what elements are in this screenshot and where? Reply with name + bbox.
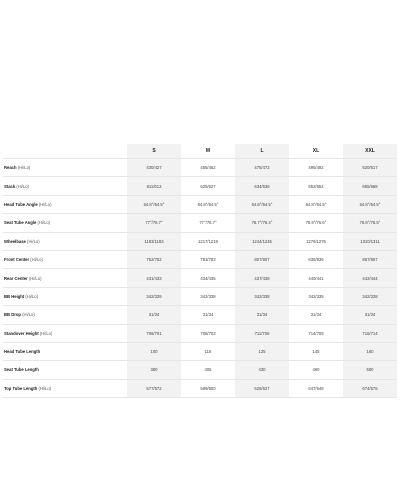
value-cell: 64.8°/64.5° (235, 195, 289, 213)
value-cell: 1276/1276 (289, 232, 343, 250)
value-cell: 160 (343, 342, 397, 360)
row-label-text: Seat Tube Length (4, 367, 39, 373)
value-cell: 1217/1219 (181, 232, 235, 250)
row-label-text: Wheelbase (4, 238, 26, 244)
value-cell: 665/668 (343, 177, 397, 195)
row-label (3, 379, 127, 397)
value-cell: 611/613 (127, 177, 181, 195)
table-row (3, 250, 397, 268)
value-cell: 76.9°/76.6° (289, 214, 343, 232)
row-label-text: Stack (4, 183, 16, 189)
row-label (3, 269, 127, 287)
row-label (3, 195, 127, 213)
value-cell: 1244/1245 (235, 232, 289, 250)
header-label-cell (3, 144, 127, 159)
value-cell: 626/627 (235, 379, 289, 397)
value-cell: 31/34 (235, 306, 289, 324)
value-cell: 76.8°/76.5° (343, 214, 397, 232)
row-label-suffix: (Hi/Lo) (37, 385, 52, 391)
value-cell: 520/517 (343, 159, 397, 177)
value-cell: 431/433 (127, 269, 181, 287)
value-cell: 500 (343, 361, 397, 379)
size-header-m: M (181, 144, 235, 159)
value-cell: 64.8°/64.5° (343, 195, 397, 213)
value-cell: 342/338 (289, 287, 343, 305)
value-cell: 440/441 (289, 269, 343, 287)
row-label-text: BB Drop (4, 312, 21, 318)
value-cell: 807/807 (235, 250, 289, 268)
row-label (3, 342, 127, 360)
value-cell: 652/654 (289, 177, 343, 195)
value-cell: 836/836 (289, 250, 343, 268)
row-label (3, 306, 127, 324)
value-cell: 31/34 (343, 306, 397, 324)
value-cell: 342/338 (343, 287, 397, 305)
size-header-s: S (127, 144, 181, 159)
row-label-text: Head Tube Angle (4, 201, 38, 207)
row-label-suffix: (Hi/Lo) (37, 201, 52, 207)
row-label-text: Reach (4, 165, 17, 171)
row-label (3, 159, 127, 177)
row-label-suffix: (Hi/Lo) (36, 220, 51, 226)
value-cell: 31/34 (181, 306, 235, 324)
value-cell: 783/783 (181, 250, 235, 268)
row-label-suffix: (Hi/Lo) (16, 165, 31, 171)
value-cell: 711/706 (235, 324, 289, 342)
value-cell: 115 (181, 342, 235, 360)
value-cell: 460 (289, 361, 343, 379)
row-label (3, 214, 127, 232)
row-label-text: Rear Center (4, 275, 28, 281)
value-cell: 77°/76.7° (181, 214, 235, 232)
value-cell: 674/675 (343, 379, 397, 397)
value-cell: 577/572 (127, 379, 181, 397)
table-row (3, 379, 397, 397)
value-cell: 752/752 (127, 250, 181, 268)
row-label-suffix: (Hi/Lo) (25, 238, 40, 244)
row-label-suffix: (Hi/Lo) (29, 257, 43, 263)
value-cell: 867/867 (343, 250, 397, 268)
table-row (3, 361, 397, 379)
value-cell: 64.8°/64.5° (127, 195, 181, 213)
value-cell: 380 (127, 361, 181, 379)
row-label-text: Front Center (4, 257, 30, 263)
row-label-text: BB Height (4, 293, 25, 299)
row-label-suffix: (Hi/Lo) (20, 312, 35, 318)
row-label-text: Seat Tube Angle (4, 220, 37, 226)
table-row (3, 177, 397, 195)
table-row (3, 324, 397, 342)
value-cell: 455/452 (181, 159, 235, 177)
value-cell: 647/648 (289, 379, 343, 397)
value-cell: 405 (181, 361, 235, 379)
row-label-suffix: (Hi/Lo) (27, 275, 42, 281)
value-cell: 1310/1311 (343, 232, 397, 250)
value-cell: 145 (289, 342, 343, 360)
table-row (3, 342, 397, 360)
row-label (3, 361, 127, 379)
value-cell: 77°/76.7° (127, 214, 181, 232)
value-cell: 342/338 (181, 287, 235, 305)
value-cell: 599/600 (181, 379, 235, 397)
value-cell: 437/438 (235, 269, 289, 287)
geometry-table (3, 144, 397, 398)
table-row (3, 195, 397, 213)
value-cell: 634/636 (235, 177, 289, 195)
value-cell: 125 (235, 342, 289, 360)
value-cell: 625/627 (181, 177, 235, 195)
table-row (3, 159, 397, 177)
value-cell: 342/338 (235, 287, 289, 305)
value-cell: 434/435 (181, 269, 235, 287)
value-cell: 495/492 (289, 159, 343, 177)
value-cell: 716/714 (343, 324, 397, 342)
value-cell: 100 (127, 342, 181, 360)
value-cell: 475/472 (235, 159, 289, 177)
value-cell: 1183/1183 (127, 232, 181, 250)
value-cell: 430 (235, 361, 289, 379)
value-cell: 64.8°/64.5° (181, 195, 235, 213)
value-cell: 708/703 (181, 324, 235, 342)
value-cell: 76.7°/76.4° (235, 214, 289, 232)
row-label-suffix: (Hi/Lo) (15, 183, 29, 189)
value-cell: 31/34 (127, 306, 181, 324)
row-label-text: Top Tube Length (4, 385, 38, 391)
table-row (3, 232, 397, 250)
row-label (3, 287, 127, 305)
value-cell: 442/444 (343, 269, 397, 287)
row-label-text: Standover Height (4, 330, 39, 336)
size-header-xxl: XXL (343, 144, 397, 159)
geometry-table-body (3, 159, 397, 398)
value-cell: 64.8°/64.5° (289, 195, 343, 213)
row-label (3, 324, 127, 342)
value-cell: 430/427 (127, 159, 181, 177)
row-label-suffix: (Hi/Lo) (24, 293, 38, 299)
row-label (3, 232, 127, 250)
size-header-xl: XL (289, 144, 343, 159)
row-label (3, 177, 127, 195)
row-label (3, 250, 127, 268)
header-row (3, 144, 397, 159)
value-cell: 342/339 (127, 287, 181, 305)
value-cell: 706/701 (127, 324, 181, 342)
row-label-text: Head Tube Length (4, 349, 41, 355)
table-row (3, 306, 397, 324)
value-cell: 714/709 (289, 324, 343, 342)
table-row (3, 269, 397, 287)
row-label-suffix: (Hi/Lo) (38, 330, 53, 336)
value-cell: 31/34 (289, 306, 343, 324)
table-row (3, 214, 397, 232)
table-row (3, 287, 397, 305)
size-header-l: L (235, 144, 289, 159)
